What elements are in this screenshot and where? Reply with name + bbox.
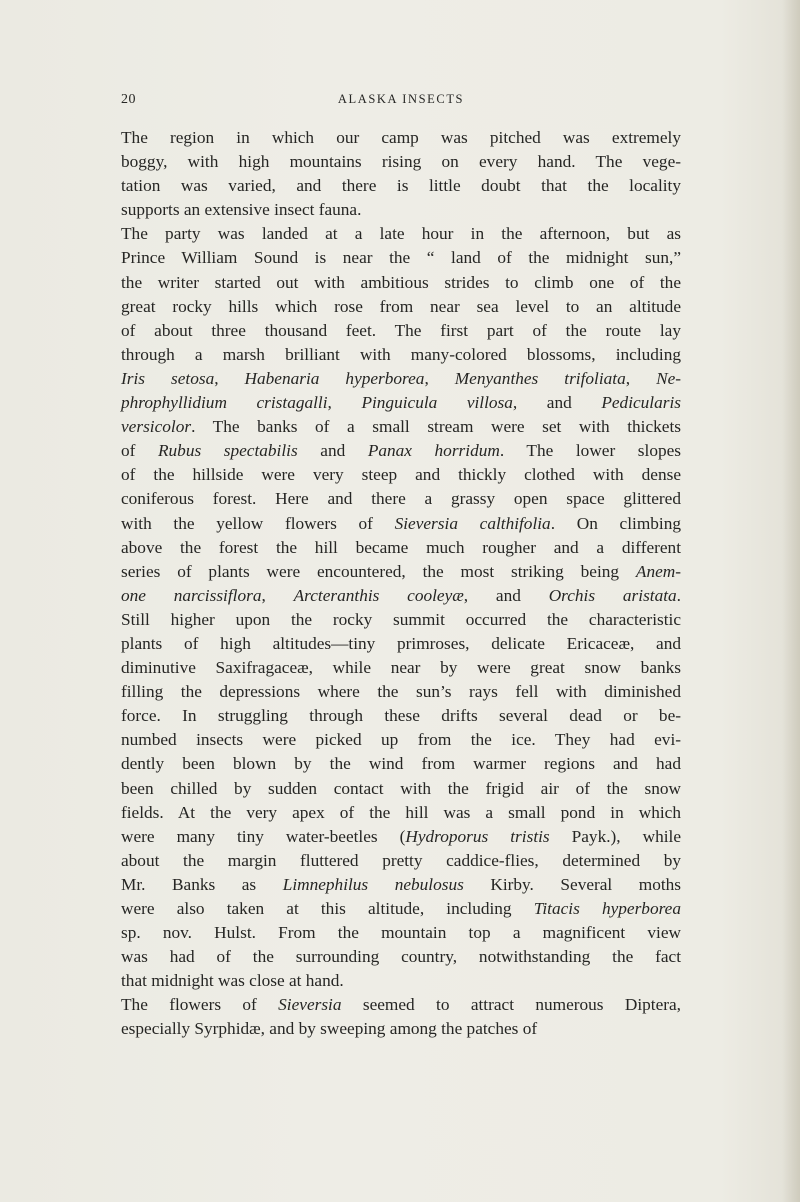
page-header [121, 92, 681, 112]
page-edge-shadow [782, 0, 800, 1202]
italic-text: Anem- [635, 561, 681, 581]
text-line [121, 969, 681, 993]
italic-text: Titacis hyperborea [533, 899, 681, 918]
text-segment: especially Syrphidæ, and by sweeping among the patches of [121, 1019, 538, 1039]
text-segment: Payk.), while [549, 826, 682, 846]
text-segment: fields. At the very apex of the hill was a small pond in which [121, 802, 681, 822]
text-segment: , [214, 368, 245, 388]
italic-text: Iris setosa [121, 368, 215, 388]
text-segment: been chilled by sudden contact with the frigid air of the snow [121, 778, 681, 798]
text-segment: coniferous forest. Here and there a grassy open space glittered [121, 489, 681, 509]
text-line [121, 680, 681, 704]
text-segment: . [676, 585, 681, 605]
italic-text: one narcissiflora [121, 585, 262, 605]
text-segment: boggy, with high mountains rising on every hand. The vege- [121, 152, 681, 172]
text-line [121, 246, 681, 270]
italic-text: Rubus spectabilis [157, 441, 298, 461]
text-segment: were many tiny water-beetles ( [121, 826, 406, 846]
text-segment: with the yellow flowers of [121, 513, 395, 533]
text-segment: about the margin fluttered pretty caddice-flies, determined by [121, 850, 681, 870]
text-segment: the writer started out with ambitious strides to climb one of the [121, 272, 681, 292]
text-line [121, 174, 681, 198]
page-number: 20 [121, 92, 136, 107]
italic-text: Panax horridum [367, 441, 500, 461]
text-line [121, 126, 681, 150]
text-segment: that midnight was close at hand. [121, 971, 344, 991]
text-segment: . On climbing [550, 513, 681, 533]
text-segment: dently been blown by the wind from warmer regions and had [121, 754, 681, 774]
text-segment: The party was landed at a late hour in the afternoon, but as [121, 224, 681, 244]
running-head: ALASKA INSECTS [337, 92, 465, 106]
text-segment: of [121, 441, 158, 461]
text-segment: plants of high altitudes—tiny primroses, delicate Ericaceæ, and [121, 633, 681, 653]
italic-text: phrophyllidium cristagalli [121, 393, 328, 413]
text-segment: force. In struggling through these drifts several dead or be- [121, 706, 681, 726]
text-line [121, 560, 681, 584]
text-line [121, 993, 681, 1017]
text-segment: supports an extensive insect fauna. [121, 200, 362, 220]
text-segment: Mr. Banks as [121, 874, 283, 894]
text-segment: diminutive Saxifragaceæ, while near by were great snow banks [121, 658, 681, 678]
italic-text: Sieversia [278, 995, 342, 1015]
text-line [121, 150, 681, 174]
text-segment: , [424, 368, 455, 388]
text-segment: , [327, 393, 362, 413]
text-line [121, 849, 681, 873]
text-line [121, 1017, 681, 1041]
text-line [121, 536, 681, 560]
text-segment: were also taken at this altitude, including [121, 899, 534, 918]
text-line [121, 873, 681, 897]
text-segment: The flowers of [121, 995, 279, 1015]
text-line [121, 367, 681, 391]
text-line [121, 198, 681, 222]
text-line [121, 439, 681, 463]
text-line [121, 512, 681, 536]
italic-text: Ne- [656, 368, 682, 388]
text-line [121, 391, 681, 415]
text-line [121, 463, 681, 487]
italic-text: Limnephilus nebulosus [282, 874, 464, 894]
text-line [121, 584, 681, 608]
text-line [121, 608, 681, 632]
text-line [121, 487, 681, 511]
text-line [121, 343, 681, 367]
text-segment: , and [512, 393, 602, 413]
text-line [121, 704, 681, 728]
italic-text: Menyanthes trifoliata [454, 368, 626, 388]
italic-text: Arcteranthis cooleyæ [293, 585, 464, 605]
text-segment: , [625, 368, 657, 388]
text-segment: seemed to attract numerous Diptera, [341, 995, 681, 1015]
text-line [121, 295, 681, 319]
text-line [121, 777, 681, 801]
text-segment: , and [463, 585, 549, 605]
text-segment: sp. nov. Hulst. From the mountain top a magnificent view [121, 923, 681, 943]
text-segment: of the hillside were very steep and thickly clothed with dense [121, 465, 681, 485]
text-segment: filling the depressions where the sun’s rays fell with diminished [121, 682, 681, 702]
italic-text: Pedicularis [601, 393, 682, 413]
text-segment: Kirby. Several moths [463, 874, 682, 894]
text-segment: through a marsh brilliant with many-colored blossoms, including [121, 344, 681, 364]
text-line [121, 897, 681, 921]
text-line [121, 801, 681, 825]
text-segment: numbed insects were picked up from the ice. They had evi- [121, 730, 681, 750]
text-line [121, 728, 681, 752]
text-segment: . The lower slopes [499, 441, 682, 461]
text-segment: . The banks of a small stream were set with thickets [191, 417, 681, 437]
text-line [121, 415, 681, 439]
text-line [121, 222, 681, 246]
italic-text: Pinguicula villosa [361, 393, 513, 413]
text-segment: Still higher upon the rocky summit occurred the characteristic [121, 609, 681, 629]
italic-text: Sieversia calthifolia [394, 513, 551, 533]
italic-text: Orchis aristata [548, 585, 677, 605]
text-line [121, 825, 681, 849]
text-segment: was had of the surrounding country, notwithstanding the fact [121, 947, 681, 967]
text-line [121, 319, 681, 343]
text-segment: and [297, 441, 368, 461]
text-segment: tation was varied, and there is little doubt that the locality [121, 176, 681, 196]
text-line [121, 632, 681, 656]
text-segment: great rocky hills which rose from near sea level to an altitude [121, 296, 681, 316]
text-line [121, 752, 681, 776]
text-line [121, 945, 681, 969]
italic-text: versicolor [121, 417, 192, 437]
text-line [121, 271, 681, 295]
body-text [121, 126, 681, 1042]
text-segment: , [261, 585, 294, 605]
text-segment: above the forest the hill became much rougher and a different [121, 537, 681, 557]
text-line [121, 921, 681, 945]
text-segment: of about three thousand feet. The first part of the route lay [121, 320, 681, 340]
text-segment: Prince William Sound is near the “ land of the midnight sun,” [121, 248, 681, 268]
text-segment: series of plants were encountered, the most striking being [121, 561, 636, 581]
text-segment: The region in which our camp was pitched was extremely [121, 128, 681, 147]
italic-text: Habenaria hyperborea [244, 368, 425, 388]
text-line [121, 656, 681, 680]
italic-text: Hydroporus tristis [405, 826, 550, 846]
